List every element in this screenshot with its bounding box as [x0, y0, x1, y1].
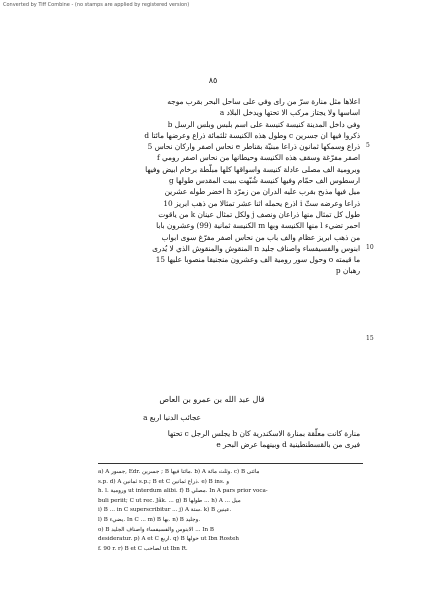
- text-line: اصفر مفرّغة وسقف هذه الكنيسة وحيطانها من نحاس اصفر رومي f: [156, 153, 360, 163]
- text-line: ذراعا وعرضه ستّ i اذرع يحمله اثنا عشر تمثالا من ذهب ابريز 10: [163, 198, 360, 208]
- text-line: ذراع وسمكها ثمانون ذراعا مبنيّة بقناطر e نحاس اصفر واركان نحاس 5: [147, 142, 360, 152]
- section-subheading: عجائب الدنيا اربع a: [143, 413, 201, 422]
- footnote-line: a) A جسور, Edr. جسرين ; B مائتا فيها. b) A وثلث مائة. c) B مائتى: [98, 469, 260, 475]
- text-line: فيرى من بالقسطنطينية d وبينهما عرض البحر e: [216, 440, 360, 450]
- line-number: 5: [366, 142, 370, 149]
- text-line: وبرومية الف مصلى عادلة كنيسة واسواقها كلها مبلّطة برخام ابيض وفيها: [145, 164, 360, 174]
- footnote-line: desideratur. p) A et C اربع. q) B حولها ut Ibn Rosteh: [98, 536, 240, 543]
- text-line: احمر تضيء l منها الكنيسة وبها m الكنيسة ثمانية (99) وعشرون بابا: [156, 221, 360, 231]
- footnote-line: l) B يضيء. In C ... m) B بها. n) B وجليد.: [98, 516, 201, 523]
- second-paragraph: [98, 428, 360, 451]
- text-line: رهبان p: [335, 266, 360, 276]
- text-line: ابنوس والفسيفساء واصناف جليد n المنقوش والمنقوش الذي لا يُدرى: [152, 243, 360, 253]
- footnote-line: s.p. d) A ثمانين s.p.; B et C ذراع ثمانين. e) B ins. و: [98, 478, 230, 485]
- footnote-line: h. l. ورومية ut interdum alibi. f) B مصلي. In A pars prior voca-: [98, 488, 268, 495]
- text-line: منارة كانت معلّقة بمنارة الاسكندرية كان b يجلس الرجل c تحتها: [167, 429, 360, 438]
- line-number: 10: [366, 244, 374, 251]
- footnote-line: i) B ... in C superscribitur ... j) A ستة. k) B عينين.: [98, 507, 232, 514]
- text-line: ميل فيها مذبح بقرب عليه الدران من زمرّد h اخضر طوله عشرين: [164, 187, 360, 197]
- text-line: ما قيمته o وحول سور رومية الف وعشرون منجنيقا منصوبا عليها 15: [155, 255, 360, 265]
- text-line: من ذهب ابريز عظام والف باب من نحاس اصفر مفرّغ سوى ابواب: [161, 232, 360, 242]
- text-line: طول كل تمثال منها ذراعان ونصف j ولكل تمثال عينان k من ياقوت: [158, 209, 360, 219]
- text-line: اساسها ولا يجتاز مركب الا تحتها ويدخل البلاد ‌‌‌a: [219, 108, 360, 118]
- converter-banner: Converted by Tiff Combine - (no stamps are applied by registered version): [3, 2, 190, 8]
- line-number: 15: [366, 335, 374, 342]
- footnote-line: o) B الابنوس والفسيفساء واصناف الجليد ... In B: [98, 526, 215, 533]
- text-line: وفي داخل المدينة كنيسة كنيسة على اسم بلبس وبلس الرسل b: [167, 119, 360, 129]
- page-number: ۸٥: [208, 76, 218, 85]
- section-heading: قال عبد الله بن عمرو بن العاص: [159, 395, 265, 404]
- text-line: اعلاها مثل منارة سرّ من راى وفي على ساحل البحر بقرب موجه: [167, 97, 360, 106]
- main-text-block: [98, 96, 360, 277]
- footnotes-block: [98, 468, 363, 554]
- footnote-line: f. 90 r. r) B et C لصاحب ut Ibn R.: [98, 545, 188, 552]
- footnote-divider: [98, 463, 363, 464]
- text-line: ارسطوس الف حمّام وفيها كنيسة شُبّهت ببيت المقدس طولها g: [169, 176, 360, 186]
- text-line: ذكروا فيها ان جسرين c وطول هذه الكنيسة ثلثمائة ذراع وعرضها مائتا d: [144, 130, 360, 140]
- footnote-line: buli periit; C ut rec. Jâk. ... g) B طولها ... h) A ... ميل: [98, 497, 241, 504]
